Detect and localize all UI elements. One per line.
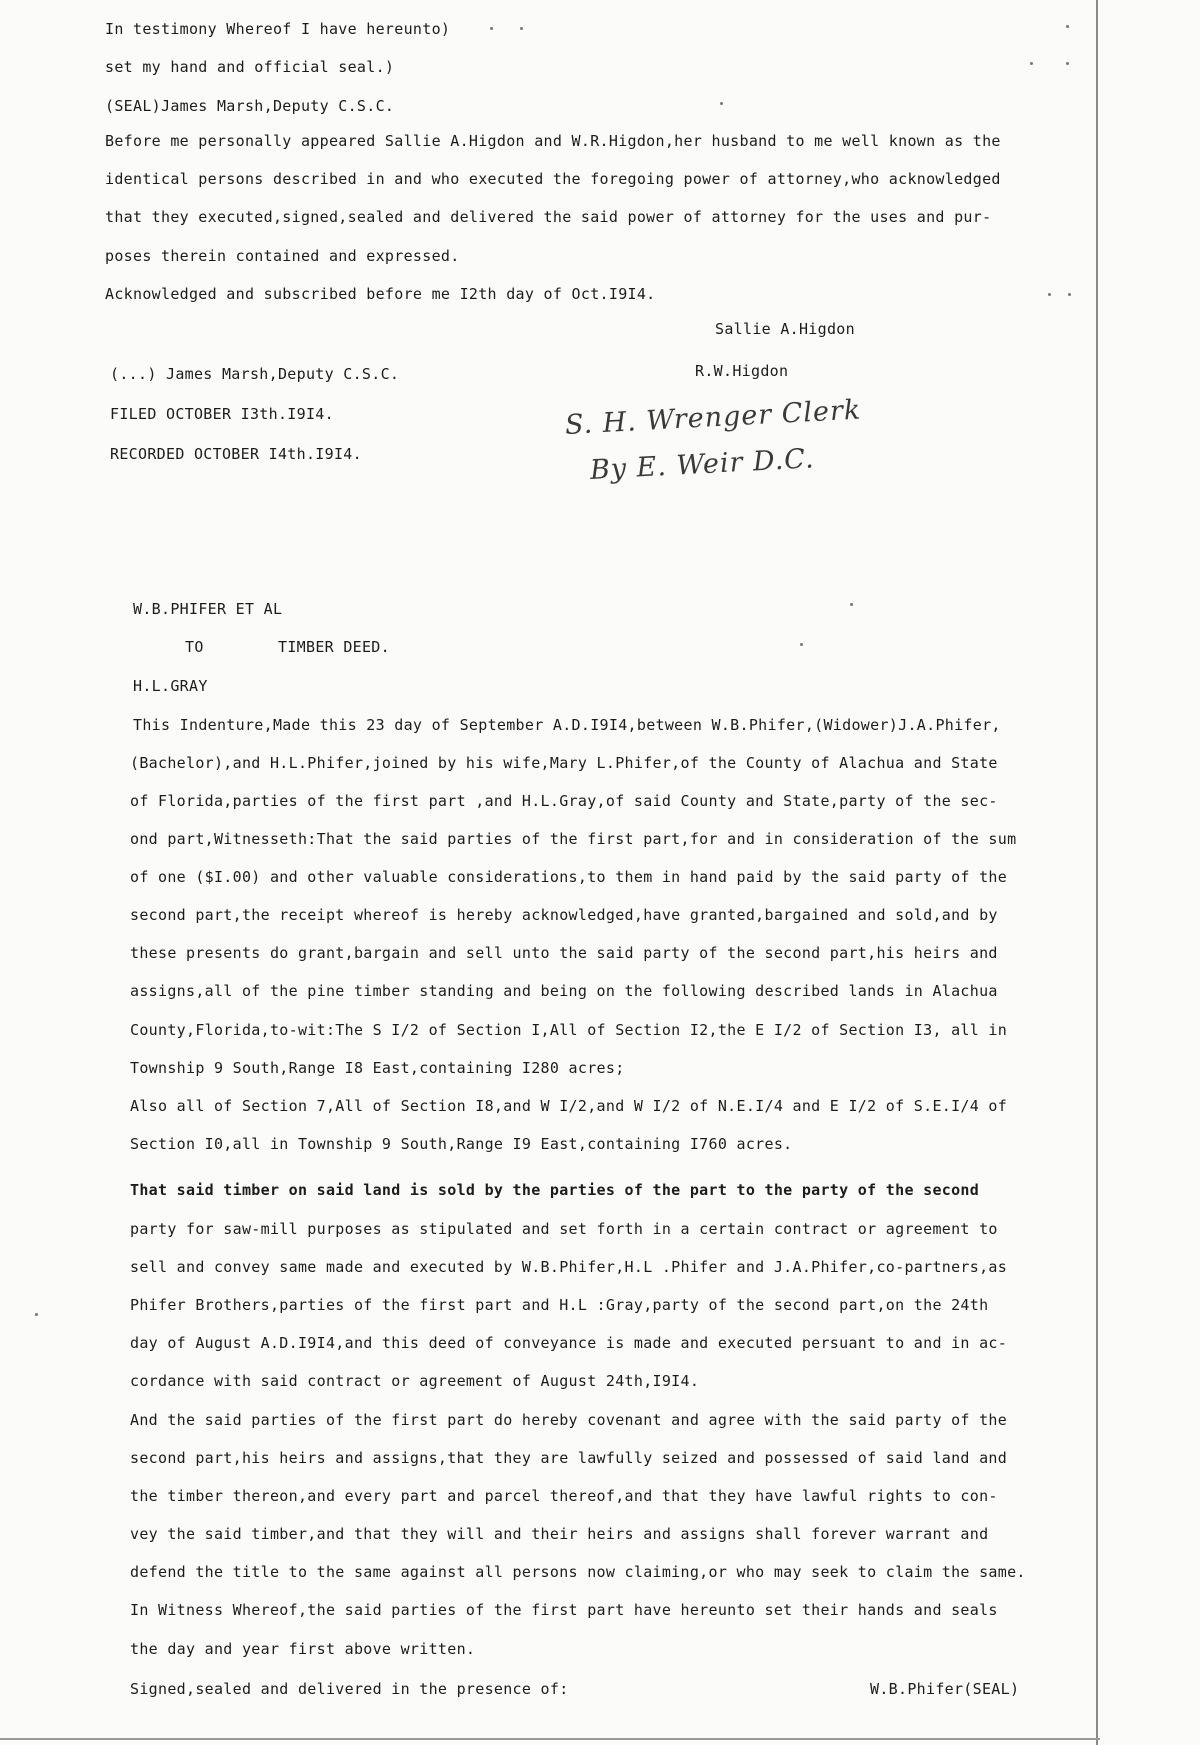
ack-line-4: poses therein contained and expressed. xyxy=(105,247,460,265)
testimony-line-2: set my hand and official seal.) xyxy=(105,58,395,76)
scan-speck xyxy=(1048,293,1051,296)
deed-line-21: vey the said timber,and that they will and their heirs and assigns shall forever warrant and xyxy=(130,1525,989,1543)
deed-bold-line: That said timber on said land is sold by the parties of the part to the party of the second xyxy=(130,1181,980,1199)
scan-speck xyxy=(490,27,493,30)
deed-line-17: cordance with said contract or agreement of August 24th,I9I4. xyxy=(130,1372,700,1390)
deed-line-7: these presents do grant,bargain and sell unto the said party of the second part,his heirs and xyxy=(130,944,998,962)
deed-line-22: defend the title to the same against all persons now claiming,or who may seek to claim the same. xyxy=(130,1563,1026,1581)
page-edge-right xyxy=(1096,0,1098,1745)
signature-seal: W.B.Phifer(SEAL) xyxy=(870,1680,1020,1698)
deed-to: TO xyxy=(185,638,204,656)
deed-line-25: Signed,sealed and delivered in the presence of: xyxy=(130,1680,569,1698)
deed-line-9: County,Florida,to-wit:The S I/2 of Section I,All of Section I2,the E I/2 of Section I3, all in xyxy=(130,1021,1008,1039)
deed-line-3: of Florida,parties of the first part ,and H.L.Gray,of said County and State,party of the sec- xyxy=(130,792,998,810)
deed-line-11: Also all of Section 7,All of Section I8,and W I/2,and W I/2 of N.E.I/4 and E I/2 of S.E.I/4 of xyxy=(130,1097,1008,1115)
scan-speck xyxy=(800,643,803,646)
deed-line-1: This Indenture,Made this 23 day of September A.D.I9I4,between W.B.Phifer,(Widower)J.A.Phifer, xyxy=(133,716,1001,734)
scan-speck xyxy=(520,27,523,30)
ack-line-5: Acknowledged and subscribed before me I2th day of Oct.I9I4. xyxy=(105,285,656,303)
ack-line-2: identical persons described in and who executed the foregoing power of attorney,who acknowledged xyxy=(105,170,1001,188)
deed-line-19: second part,his heirs and assigns,that they are lawfully seized and possessed of said land and xyxy=(130,1449,1008,1467)
deed-line-10: Township 9 South,Range I8 East,containing I280 acres; xyxy=(130,1059,625,1077)
deed-line-5: of one ($I.00) and other valuable considerations,to them in hand paid by the said party of the xyxy=(130,868,1008,886)
scan-speck xyxy=(35,1313,38,1316)
deed-line-18: And the said parties of the first part do hereby covenant and agree with the said party of the xyxy=(130,1411,1008,1429)
deed-type: TIMBER DEED. xyxy=(278,638,390,656)
signer-sallie: Sallie A.Higdon xyxy=(715,320,855,338)
deed-line-14: sell and convey same made and executed by W.B.Phifer,H.L .Phifer and J.A.Phifer,co-partners,as xyxy=(130,1258,1008,1276)
scan-speck xyxy=(850,603,853,606)
recorded-date: RECORDED OCTOBER I4th.I9I4. xyxy=(110,445,362,463)
deed-line-6: second part,the receipt whereof is hereby acknowledged,have granted,bargained and sold,and by xyxy=(130,906,998,924)
page-edge-bottom xyxy=(0,1738,1100,1740)
deed-grantor: W.B.PHIFER ET AL xyxy=(133,600,283,618)
deed-line-20: the timber thereon,and every part and parcel thereof,and that they have lawful rights to con- xyxy=(130,1487,998,1505)
deed-line-8: assigns,all of the pine timber standing and being on the following described lands in Alachua xyxy=(130,982,998,1000)
testimony-line-1: In testimony Whereof I have hereunto) xyxy=(105,20,451,38)
scan-speck xyxy=(1066,62,1069,65)
filed-date: FILED OCTOBER I3th.I9I4. xyxy=(110,405,334,423)
scan-speck xyxy=(1068,293,1071,296)
ack-line-3: that they executed,signed,sealed and delivered the said power of attorney for the uses and pur- xyxy=(105,208,992,226)
deed-line-23: In Witness Whereof,the said parties of the first part have hereunto set their hands and seals xyxy=(130,1601,998,1619)
deed-line-16: day of August A.D.I9I4,and this deed of conveyance is made and executed persuant to and in ac- xyxy=(130,1334,1008,1352)
deed-line-15: Phifer Brothers,parties of the first part and H.L :Gray,party of the second part,on the 24th xyxy=(130,1296,989,1314)
deed-line-24: the day and year first above written. xyxy=(130,1640,476,1658)
deed-grantee: H.L.GRAY xyxy=(133,677,208,695)
deed-line-4: ond part,Witnesseth:That the said parties of the first part,for and in consideration of the sum xyxy=(130,830,1017,848)
scan-speck xyxy=(1030,62,1033,65)
deed-line-13: party for saw-mill purposes as stipulated and set forth in a certain contract or agreement to xyxy=(130,1220,998,1238)
scan-speck xyxy=(1066,25,1069,28)
testimony-seal-line: (SEAL)James Marsh,Deputy C.S.C. xyxy=(105,97,395,115)
ack-line-1: Before me personally appeared Sallie A.Higdon and W.R.Higdon,her husband to me well known as the xyxy=(105,132,1001,150)
deed-line-12: Section I0,all in Township 9 South,Range I9 East,containing I760 acres. xyxy=(130,1135,793,1153)
scan-speck xyxy=(720,102,723,105)
deputy-line: (...) James Marsh,Deputy C.S.C. xyxy=(110,365,400,383)
clerk-signature-line-2: By E. Weir D.C. xyxy=(589,443,816,486)
clerk-signature-line-1: S. H. Wrenger Clerk xyxy=(564,394,862,441)
deed-line-2: (Bachelor),and H.L.Phifer,joined by his wife,Mary L.Phifer,of the County of Alachua and State xyxy=(130,754,998,772)
signer-higdon: R.W.Higdon xyxy=(695,362,789,380)
